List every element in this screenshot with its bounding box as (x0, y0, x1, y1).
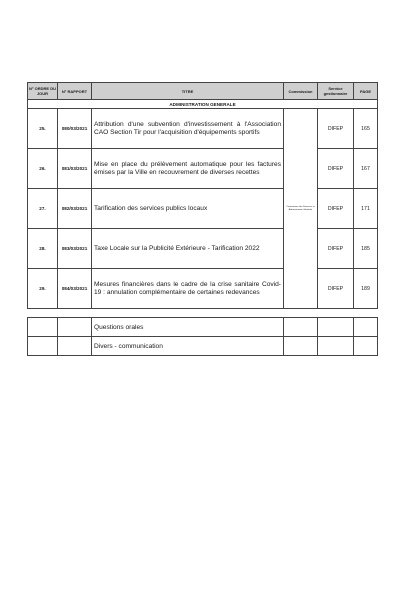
table-row (28, 149, 378, 189)
row-rapport: 083/03/2021 (58, 229, 92, 269)
row-rapport: 081/03/2021 (58, 149, 92, 189)
row-rapport: 084/03/2021 (58, 269, 92, 309)
row-rapport: 082/03/2021 (58, 189, 92, 229)
header-page: PAGE (354, 83, 378, 100)
header-titre: TITRE (92, 83, 284, 100)
spacer-cell (28, 309, 378, 318)
row-ordre: 27. (28, 189, 58, 229)
table-row (28, 269, 378, 309)
row-page: 165 (354, 109, 378, 149)
header-rapport: N° RAPPORT (58, 83, 92, 100)
misc-service (318, 337, 354, 356)
row-titre: Mesures financières dans le cadre de la crise sanitaire Covid-19 : annulation complémentaire de certaines redevances (92, 269, 284, 309)
row-page: 189 (354, 269, 378, 309)
row-page: 171 (354, 189, 378, 229)
table-row (28, 189, 378, 229)
misc-service (318, 318, 354, 337)
row-page: 167 (354, 149, 378, 189)
misc-commission (284, 337, 318, 356)
section-row (28, 100, 378, 109)
header-ordre: N° ORDRE DU JOUR (28, 83, 58, 100)
misc-ordre (28, 337, 58, 356)
row-titre: Taxe Locale sur la Publicité Extérieure - Tarification 2022 (92, 229, 284, 269)
row-titre: Attribution d'une subvention d'investissement à l'Association CAO Section Tir pour l'acquisition d'équipements sportifs (92, 109, 284, 149)
misc-rapport (58, 318, 92, 337)
header-row (28, 83, 378, 100)
row-rapport: 080/03/2021 (58, 109, 92, 149)
table-row (28, 229, 378, 269)
header-commission: Commission (284, 83, 318, 100)
misc-titre: Divers - communication (92, 337, 284, 356)
commission-cell (284, 109, 318, 309)
agenda-table (27, 82, 378, 356)
commission-text: Commission des Finances et Administration Générale (286, 205, 315, 211)
list-item (28, 318, 378, 337)
row-service: DIFEP (318, 269, 354, 309)
spacer-row (28, 309, 378, 318)
row-service: DIFEP (318, 109, 354, 149)
row-ordre: 28. (28, 229, 58, 269)
misc-commission (284, 318, 318, 337)
row-ordre: 26. (28, 149, 58, 189)
misc-page (354, 337, 378, 356)
row-titre: Mise en place du prélèvement automatique pour les factures émises par la Ville en recouvrement de diverses recettes (92, 149, 284, 189)
table-row (28, 109, 378, 149)
row-ordre: 29. (28, 269, 58, 309)
misc-rapport (58, 337, 92, 356)
row-page: 185 (354, 229, 378, 269)
row-ordre: 25. (28, 109, 58, 149)
row-service: DIFEP (318, 229, 354, 269)
header-service: Service gestionnaire (318, 83, 354, 100)
misc-titre: Questions orales (92, 318, 284, 337)
list-item (28, 337, 378, 356)
misc-page (354, 318, 378, 337)
row-titre: Tarification des services publics locaux (92, 189, 284, 229)
row-service: DIFEP (318, 149, 354, 189)
row-service: DIFEP (318, 189, 354, 229)
misc-ordre (28, 318, 58, 337)
section-title: ADMINISTRATION GENERALE (28, 100, 378, 109)
